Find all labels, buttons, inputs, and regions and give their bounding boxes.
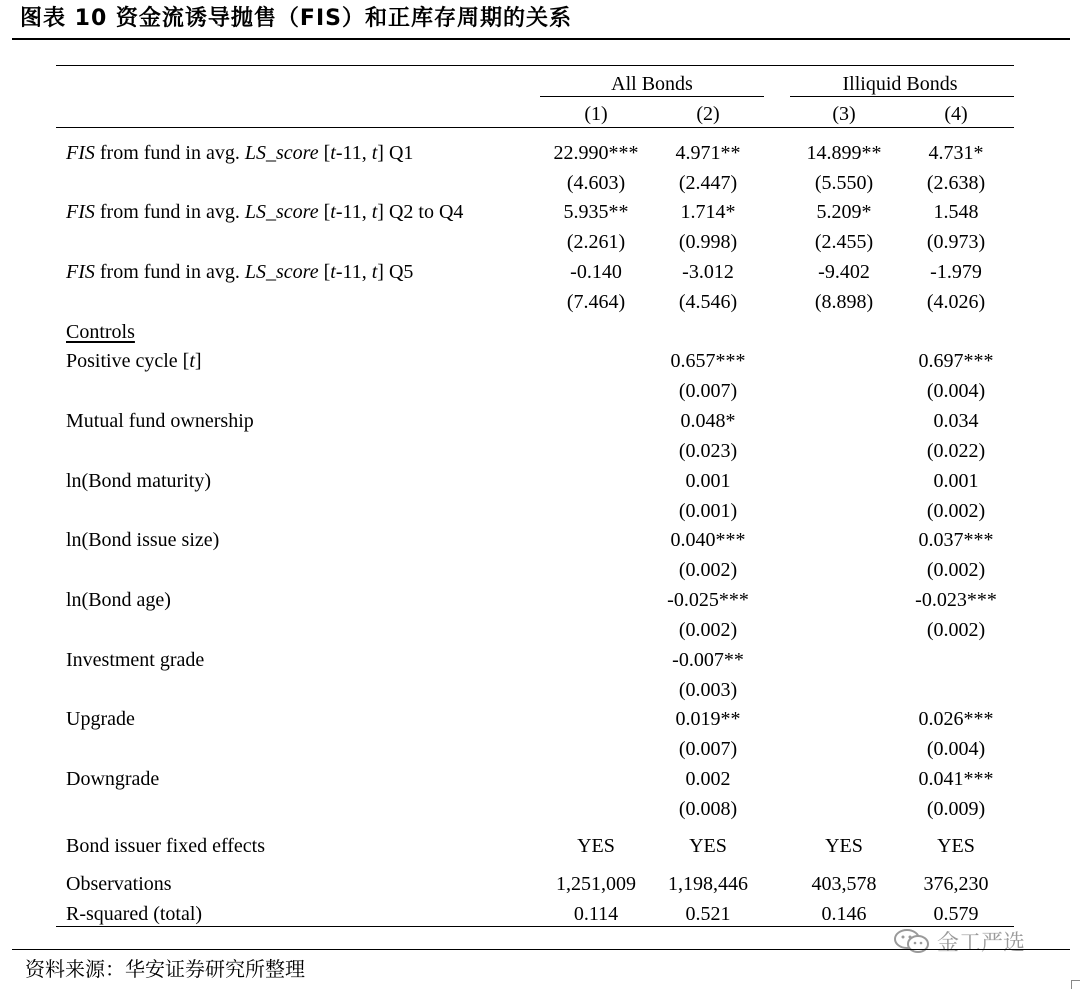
coef-cell: 0.040*** xyxy=(670,529,746,551)
se-cell: (0.002) xyxy=(926,559,986,581)
label-text: ] Q5 xyxy=(377,261,414,283)
column-header-1: (1) xyxy=(584,103,608,125)
r-squared-cell: 0.521 xyxy=(685,903,731,925)
se-cell: (8.898) xyxy=(814,291,874,313)
row-label-fis-q2-q4 xyxy=(66,197,536,227)
se-cell: (0.004) xyxy=(926,738,986,760)
row-label-bond-issue-size: ln(Bond issue size) xyxy=(66,529,220,551)
label-text: ] xyxy=(194,350,202,372)
se-cell: (0.002) xyxy=(678,559,738,581)
se-cell xyxy=(900,675,1012,705)
label-text: Positive cycle [ xyxy=(66,350,190,372)
fixed-effects-cell: YES xyxy=(689,835,727,857)
controls-heading xyxy=(66,317,536,347)
se-cell: (0.002) xyxy=(926,500,986,522)
r-squared-cell: 0.114 xyxy=(573,903,619,925)
coef-cell: 0.041*** xyxy=(918,768,994,790)
coef-cell: 0.657*** xyxy=(670,350,746,372)
coef-cell: 14.899** xyxy=(806,142,882,164)
coef-cell: 22.990*** xyxy=(553,142,639,164)
se-cell: (0.973) xyxy=(926,231,986,253)
se-cell: (0.007) xyxy=(678,380,738,402)
se-cell: (4.603) xyxy=(566,172,626,194)
observations-cell: 403,578 xyxy=(811,873,877,895)
se-cell: (2.261) xyxy=(566,231,626,253)
watermark xyxy=(893,924,1053,958)
t-term: t xyxy=(371,142,378,164)
coef-cell: 0.002 xyxy=(685,768,731,790)
figure-title: 图表 10 资金流诱导抛售（FIS）和正库存周期的关系 xyxy=(20,6,572,31)
row-label-downgrade: Downgrade xyxy=(66,768,160,790)
label-text: from fund in avg. xyxy=(94,261,245,283)
se-cell: (7.464) xyxy=(566,291,626,313)
coef-cell: -0.023*** xyxy=(915,589,997,611)
se-cell: (0.001) xyxy=(678,500,738,522)
label-text: -11, xyxy=(335,142,372,164)
se-cell: (2.638) xyxy=(926,172,986,194)
label-text: from fund in avg. xyxy=(94,142,245,164)
t-term: t xyxy=(330,201,336,223)
label-text: [ xyxy=(318,142,331,164)
label-text: ] Q2 to Q4 xyxy=(377,201,464,223)
t-term: t xyxy=(371,201,378,223)
fixed-effects-cell: YES xyxy=(825,835,863,857)
row-label-positive-cycle xyxy=(66,346,536,376)
coef-cell: -3.012 xyxy=(682,261,734,283)
coef-cell: 1.548 xyxy=(933,201,979,223)
se-cell: (2.447) xyxy=(678,172,738,194)
coef-cell: 0.037*** xyxy=(918,529,994,551)
coef-cell: 0.026*** xyxy=(918,708,994,730)
observations-cell: 376,230 xyxy=(923,873,989,895)
coef-cell: 0.697*** xyxy=(918,350,994,372)
coef-cell: -0.140 xyxy=(570,261,622,283)
observations-cell: 1,198,446 xyxy=(668,873,748,895)
se-cell: (0.009) xyxy=(926,798,986,820)
group-header-illiquid-bonds: Illiquid Bonds xyxy=(842,73,958,95)
se-cell: (0.998) xyxy=(678,231,738,253)
row-label-issuer-fixed-effects: Bond issuer fixed effects xyxy=(66,835,266,857)
t-term: t xyxy=(371,261,378,283)
column-header-3: (3) xyxy=(832,103,856,125)
se-cell: (0.023) xyxy=(678,440,738,462)
label-text: ] Q1 xyxy=(377,142,414,164)
coef-cell: 0.001 xyxy=(685,470,731,492)
coef-cell: -9.402 xyxy=(818,261,870,283)
r-squared-cell: 0.579 xyxy=(933,903,979,925)
row-label-upgrade: Upgrade xyxy=(66,708,135,730)
group-header-all-bonds: All Bonds xyxy=(611,73,693,95)
column-header-4: (4) xyxy=(944,103,968,125)
label-text: -11, xyxy=(335,201,372,223)
row-label-mutual-fund-ownership: Mutual fund ownership xyxy=(66,410,254,432)
coef-cell: -1.979 xyxy=(930,261,982,283)
source-note: 资料来源：华安证券研究所整理 xyxy=(25,957,305,981)
row-label-bond-maturity: ln(Bond maturity) xyxy=(66,470,211,492)
title-rule xyxy=(12,38,1070,40)
label-text: -11, xyxy=(335,261,372,283)
coef-cell: 0.001 xyxy=(933,470,979,492)
observations-cell: 1,251,009 xyxy=(556,873,636,895)
ls-score-term: LS_score xyxy=(244,142,319,164)
fixed-effects-cell: YES xyxy=(937,835,975,857)
se-cell: (0.004) xyxy=(926,380,986,402)
se-cell: (5.550) xyxy=(814,172,874,194)
row-label-observations: Observations xyxy=(66,873,172,895)
se-cell: (4.546) xyxy=(678,291,738,313)
label-text: [ xyxy=(318,261,331,283)
table-top-rule xyxy=(56,65,1014,66)
coef-cell xyxy=(900,645,1012,675)
se-cell: (0.003) xyxy=(678,679,738,701)
t-term: t xyxy=(330,261,336,283)
se-cell: (4.026) xyxy=(926,291,986,313)
coef-cell: -0.007** xyxy=(672,649,744,671)
coef-cell: 0.034 xyxy=(933,410,979,432)
coef-cell: -0.025*** xyxy=(667,589,749,611)
ls-score-term: LS_score xyxy=(244,201,319,223)
ls-score-term: LS_score xyxy=(244,261,319,283)
coef-cell: 0.019** xyxy=(675,708,741,730)
coef-cell: 5.209* xyxy=(816,201,872,223)
row-label-bond-age: ln(Bond age) xyxy=(66,589,171,611)
row-label-fis-q1 xyxy=(66,138,536,168)
row-label-investment-grade: Investment grade xyxy=(66,649,205,671)
t-term: t xyxy=(330,142,336,164)
label-text: [ xyxy=(318,201,331,223)
label-text: from fund in avg. xyxy=(94,201,245,223)
se-cell: (0.002) xyxy=(926,619,986,641)
se-cell: (0.002) xyxy=(678,619,738,641)
watermark-text: 金工严选 xyxy=(937,930,1026,956)
t-term: t xyxy=(189,350,195,372)
coef-cell: 4.971** xyxy=(675,142,741,164)
column-header-2: (2) xyxy=(696,103,720,125)
se-cell: (0.022) xyxy=(926,440,986,462)
corner-mark xyxy=(1071,980,1080,989)
fis-term: FIS xyxy=(66,261,95,283)
se-cell: (0.008) xyxy=(678,798,738,820)
fis-term: FIS xyxy=(66,142,95,164)
footer-rule xyxy=(12,949,1070,950)
fis-term: FIS xyxy=(66,201,95,223)
row-label-r-squared: R-squared (total) xyxy=(66,903,203,925)
coef-cell: 1.714* xyxy=(680,201,736,223)
r-squared-cell: 0.146 xyxy=(821,903,867,925)
coef-cell: 5.935** xyxy=(563,201,629,223)
row-label-fis-q5 xyxy=(66,257,536,287)
coef-cell: 4.731* xyxy=(928,142,984,164)
wechat-icon xyxy=(893,927,931,955)
se-cell: (0.007) xyxy=(678,738,738,760)
coef-cell: 0.048* xyxy=(680,410,736,432)
se-cell: (2.455) xyxy=(814,231,874,253)
controls-heading-text: Controls xyxy=(66,321,135,343)
fixed-effects-cell: YES xyxy=(577,835,615,857)
